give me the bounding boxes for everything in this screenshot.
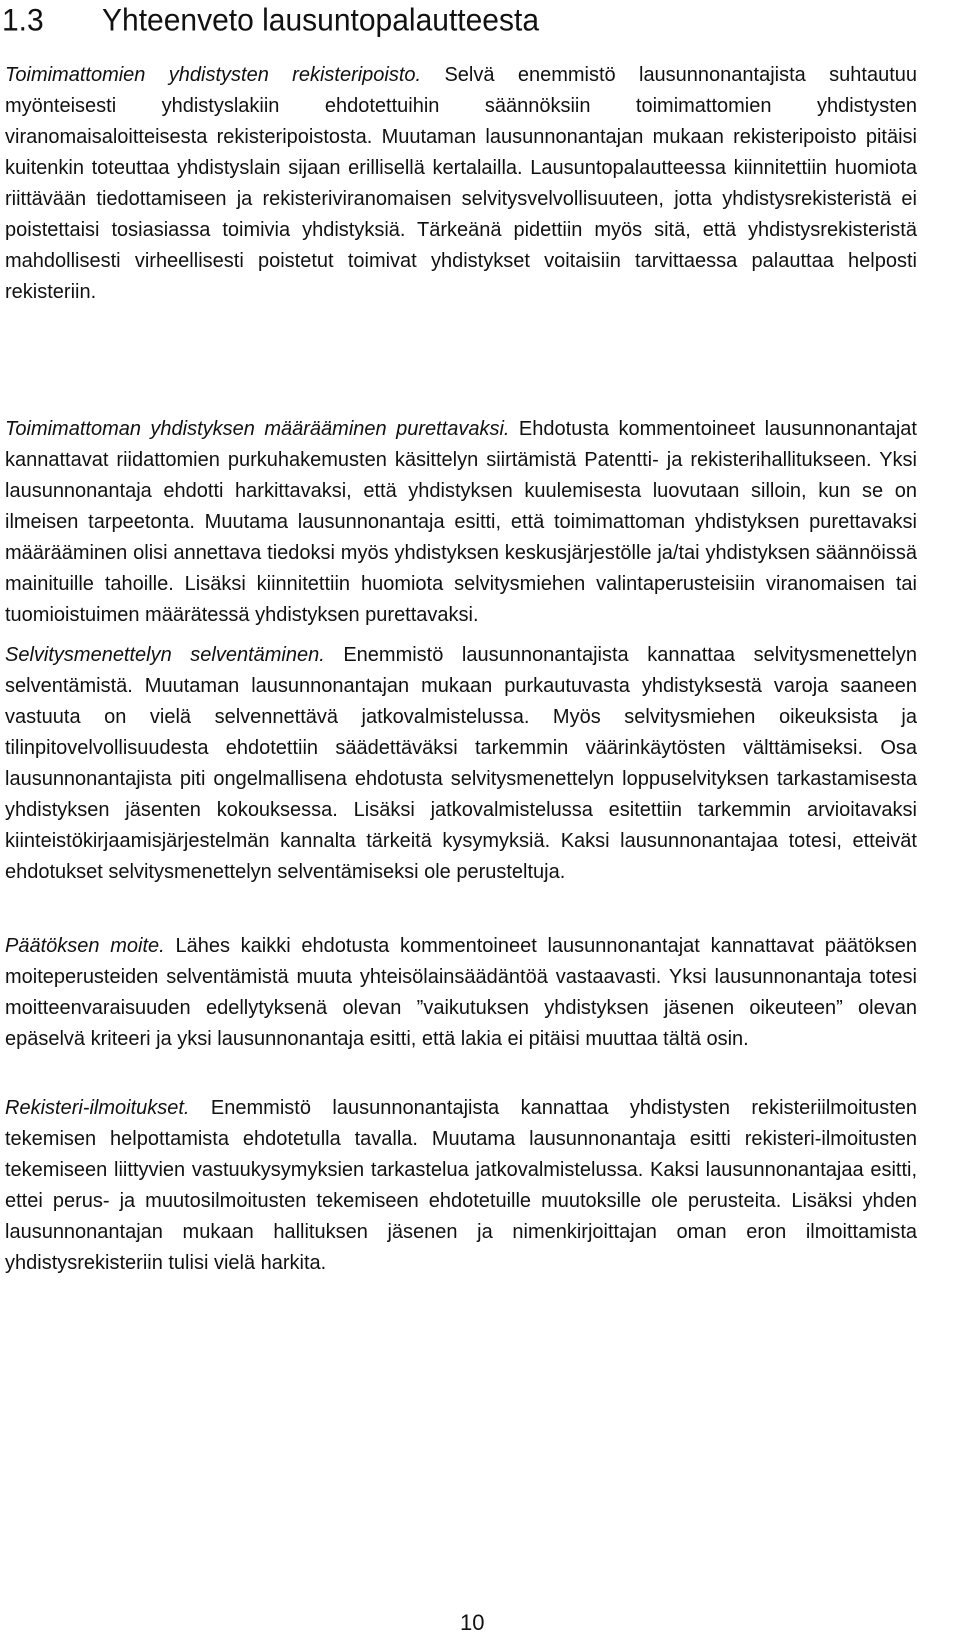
page-number: 10 [460,1610,485,1635]
paragraph-lead: Toimimattoman yhdistyksen määrääminen purettavaksi. [5,418,510,440]
paragraph-lead: Toimimattomien yhdistysten rekisteripoisto. [5,64,422,86]
paragraph-rekisteri-ilmoitukset [5,1093,917,1279]
paragraph-body: Enemmistö lausunnonantajista kannattaa yhdistysten rekisteriilmoitusten tekemisen helpottamista ehdotetulla tavalla. Muutama lausunnonantaja esitti rekisteri-ilmoitusten tekemiseen liittyvien vastuukysymyksien tarkastelua jatkovalmistelussa. Kaksi lausunnonantajaa esitti, ettei perus- ja muutosilmoitusten tekemiseen ehdotetuille muutoksille ole perusteita. Lisäksi yhden lausunnonantajan mukaan hallituksen jäsenen ja nimenkirjoittajan oman eron ilmoittamista yhdistysrekisteriin tulisi vielä harkita. [5,1097,917,1274]
section-title: Yhteenveto lausuntopalautteesta [102,3,540,39]
paragraph-selvitysmenettely [5,640,917,888]
paragraph-purettavaksi [5,414,917,631]
paragraph-body: Lähes kaikki ehdotusta kommentoineet lausunnonantajat kannattavat päätöksen moiteperusteiden selventämistä muuta yhteisölainsäädäntöä vastaavasti. Yksi lausunnonantaja totesi moitteenvaraisuuden edellytyksenä olevan ”vaikutuksen yhdistyksen jäsenen oikeuteen” olevan epäselvä kriteeri ja yksi lausunnonantaja esitti, että lakia ei pitäisi muuttaa tältä osin. [5,935,918,1050]
paragraph-body: Selvä enemmistö lausunnonantajista suhtautuu myönteisesti yhdistyslakiin ehdotettuihin säännöksiin toimimattomien yhdistysten viranomaisaloitteisesta rekisteripoistosta. Muutaman lausunnonantajan mukaan rekisteripoisto pitäisi kuitenkin toteuttaa yhdistyslain sijaan erillisellä kertalailla. Lausuntopalautteessa kiinnitettiin huomiota riittävään tiedottamiseen ja rekisteriviranomaisen selvitysvelvollisuuteen, jotta yhdistysrekisteristä ei poistettaisi tosiasiassa toimivia yhdistyksiä. Tärkeänä pidettiin myös sitä, että yhdistysrekisteristä mahdollisesti virheellisesti poistetut toimivat yhdistykset voitaisiin tarvittaessa palauttaa helposti rekisteriin. [5,64,917,303]
section-number: 1.3 [2,3,44,39]
paragraph-body: Ehdotusta kommentoineet lausunnonantajat kannattavat riidattomien purkuhakemusten käsittelyn siirtämistä Patentti- ja rekisterihallitukseen. Yksi lausunnonantaja ehdotti harkittavaksi, että yhdistyksen kuulemisesta luovutaan silloin, kun se on ilmeisen tarpeetonta. Muutama lausunnonantaja esitti, että toimimattoman yhdistyksen purettavaksi määrääminen olisi annettava tiedoksi myös yhdistyksen keskusjärjestölle ja/tai yhdistyksen säännöissä mainituille tahoille. Lisäksi kiinnitettiin huomiota selvitysmiehen valintaperusteisiin viranomaisen tai tuomioistuimen määrätessä yhdistyksen purettavaksi. [5,418,917,626]
paragraph-lead: Rekisteri-ilmoitukset. [5,1097,190,1119]
paragraph-lead: Selvitysmenettelyn selventäminen. [5,644,325,666]
paragraph-body: Enemmistö lausunnonantajista kannattaa selvitysmenettelyn selventämistä. Muutaman lausunnonantajan mukaan purkautuvasta yhdistyksestä varoja saaneen vastuuta on vielä selvennettävä jatkovalmistelussa. Myös selvitysmiehen oikeuksista ja tilinpitovelvollisuudesta ehdotettiin säädettäväksi tarkemmin väärinkäytösten välttämiseksi. Osa lausunnonantajista piti ongelmallisena ehdotusta selvitysmenettelyn loppuselvityksen tarkastamisesta yhdistyksen jäsenten kokouksessa. Lisäksi jatkovalmistelussa esitettiin tarkemmin arvioitavaksi kiinteistökirjaamisjärjestelmän kannalta tärkeitä kysymyksiä. Kaksi lausunnonantajaa totesi, etteivät ehdotukset selvitysmenettelyn selventämiseksi ole perusteltuja. [5,644,917,883]
section-heading [2,0,539,42]
paragraph-lead: Päätöksen moite. [5,935,165,957]
paragraph-paatoksen-moite [5,931,917,1055]
paragraph-rekisteripoisto [5,60,917,308]
